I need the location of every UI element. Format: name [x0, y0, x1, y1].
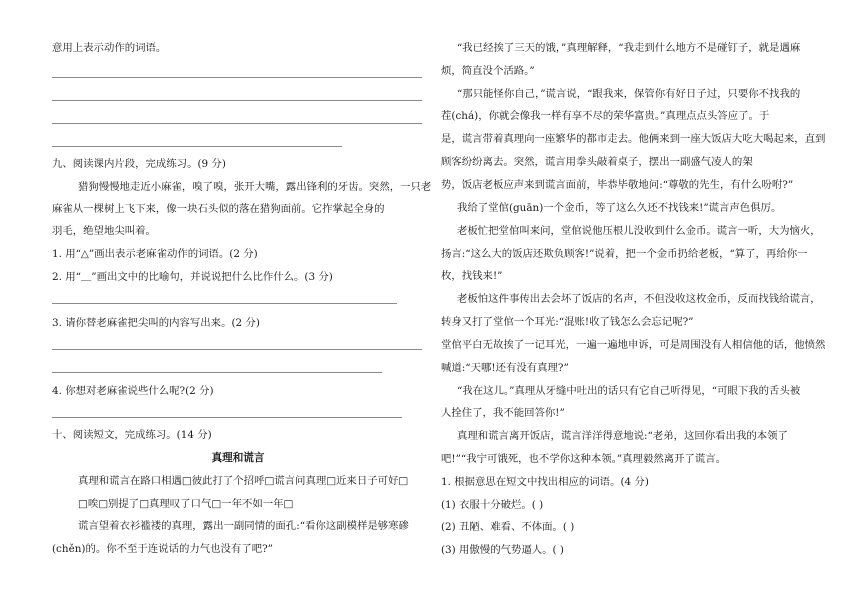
- story-title: 真理和谎言: [211, 452, 265, 464]
- answer-line[interactable]: [52, 349, 422, 350]
- q9-item-3: 3. 请你替老麻雀把尖叫的内容写出来。(2 分): [52, 317, 260, 329]
- story-line: 枚，找钱来!”: [441, 270, 503, 282]
- answer-line[interactable]: [52, 123, 422, 124]
- answer-line[interactable]: [52, 77, 422, 78]
- q9-passage-line: 羽毛，绝望地尖叫着。: [52, 225, 156, 237]
- q1-item-1[interactable]: (1) 衣服十分破烂。( ): [441, 499, 544, 511]
- story-line: 堂倌平白无故挨了一记耳光，一遍一遍地申诉，可是周围没有人相信他的话，他愤然: [441, 339, 826, 351]
- story-line: 真理和谎言离开饭店，谎言洋洋得意地说:“老弟，这回你看出我的本领了: [457, 430, 788, 442]
- q1-item-3[interactable]: (3) 用傲慢的气势逼人。( ): [441, 544, 564, 556]
- story-line: 扬言:“这么大的饭店还欺负顾客!”说着，把一个金币扔给老板，“算了，再给你一: [441, 248, 808, 260]
- story-line: 我给了堂倌(guān)一个金币，等了这么久还不找钱来!”谎言声色俱厉。: [457, 202, 782, 214]
- intro-tail: 意用上表示动作的词语。: [52, 42, 167, 54]
- story-line: 茬(chá)，你就会像我一样有享不尽的荣华富贵。”真理点点头答应了。于: [441, 110, 770, 122]
- answer-line[interactable]: [52, 100, 422, 101]
- answer-line[interactable]: [52, 372, 382, 373]
- q9-heading: 九、阅读课内片段，完成练习。(9 分): [52, 158, 226, 170]
- story-line: 势，饭店老板应声来到谎言面前，毕恭毕敬地问:“尊敬的先生，有什么吩咐?”: [441, 179, 794, 191]
- q10-passage-line: (chěn)的。你不至于连说话的力气也没有了吧?”: [52, 543, 273, 555]
- story-line: 是，谎言带着真理向一座繁华的都市走去。他俩来到一座大饭店大吃大喝起来，直到: [441, 133, 826, 145]
- story-line: 烦，简直没个活路。”: [441, 65, 535, 77]
- story-line: 吧!”“我宁可饿死，也不学你这种本领。”真理毅然离开了谎言。: [441, 453, 727, 465]
- q1-prompt: 1. 根据意思在短文中找出相应的词语。(4 分): [441, 476, 649, 488]
- q9-item-1: 1. 用“△”画出表示老麻雀动作的词语。(2 分): [52, 248, 258, 260]
- story-line: “那只能怪你自己，”谎言说，“跟我来，保管你有好日子过，只要你不找我的: [457, 88, 801, 100]
- answer-line[interactable]: [52, 417, 402, 418]
- q9-item-2: 2. 用“＿”画出文中的比喻句，并说说把什么比作什么。(3 分): [52, 271, 333, 283]
- q10-passage-line: 谎言望着衣衫褴褛的真理，露出一副同情的面孔:“看你这副模样是够寒碜: [78, 520, 409, 532]
- q10-passage-line: □唉□别提了□真理叹了口气□一年不如一年□: [78, 498, 294, 510]
- story-line: “我在这儿。”真理从牙缝中吐出的话只有它自己听得见，“可眼下我的舌头被: [457, 385, 801, 397]
- story-line: 老板怕这件事传出去会坏了饭店的名声，不但没收这枚金币，反而找钱给谎言，: [457, 293, 821, 305]
- story-line: “我已经挨了三天的饿，”真理解释，“我走到什么地方不是碰钉子，就是遇麻: [457, 42, 801, 54]
- story-line: 人拴住了，我不能回答你!”: [441, 407, 565, 419]
- story-line: 老板忙把堂倌叫来问，堂倌说他压根儿没收到什么金币。谎言一听，大为恼火，: [457, 225, 821, 237]
- story-line: 转身又打了堂倌一个耳光:“混账!收了钱怎么会忘记呢?”: [441, 316, 694, 328]
- q9-passage-line: 猎狗慢慢地走近小麻雀，嗅了嗅，张开大嘴，露出锋利的牙齿。突然，一只老: [78, 181, 432, 193]
- answer-line[interactable]: [52, 303, 397, 304]
- answer-line[interactable]: [52, 146, 342, 147]
- q1-item-2[interactable]: (2) 丑陋、难看、不体面。( ): [441, 521, 575, 533]
- q10-passage-line: 真理和谎言在路口相遇□彼此打了个招呼□谎言问真理□近来日子可好□: [78, 475, 409, 487]
- story-line: 顾客纷纷离去。突然，谎言用拳头敲着桌子，摆出一副盛气凌人的架: [441, 156, 753, 168]
- q10-heading: 十、阅读短文，完成练习。(14 分): [52, 429, 212, 441]
- story-line: 喊道:“天哪!还有没有真理?”: [441, 362, 569, 374]
- q9-passage-line: 麻雀从一棵树上飞下来，像一块石头似的落在猎狗面前。它拃掌起全身的: [52, 203, 385, 215]
- q9-item-4: 4. 你想对老麻雀说些什么呢?(2 分): [52, 385, 214, 397]
